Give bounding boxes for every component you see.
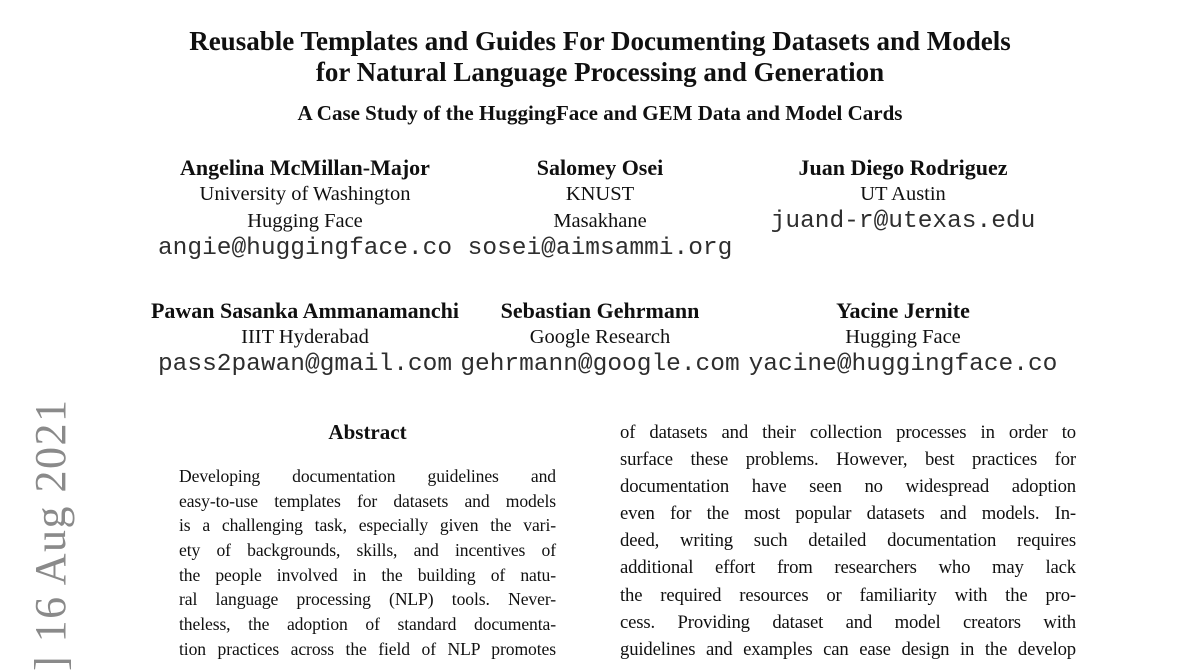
author-name: Salomey Osei: [400, 154, 800, 181]
author-name: Angelina McMillan-Major: [105, 154, 505, 181]
author-affiliation: Hugging Face: [703, 324, 1103, 351]
author-name: Sebastian Gehrmann: [400, 297, 800, 324]
author-email: yacine@huggingface.co: [703, 351, 1103, 378]
body-line: surface these problems. However, best practices for: [620, 446, 1076, 473]
body-line: documentation have seen no widespread adoption: [620, 473, 1076, 500]
body-line: the required resources or familiarity with the pro-: [620, 582, 1076, 609]
body-line: additional effort from researchers who may lack: [620, 554, 1076, 581]
abstract-heading: Abstract: [179, 420, 556, 445]
body-right-column: [620, 419, 1076, 663]
body-line: deed, writing such detailed documentation requires: [620, 527, 1076, 554]
abstract-line: ral language processing (NLP) tools. Never-: [179, 587, 556, 612]
body-line: guidelines and examples can ease design in the develop: [620, 636, 1076, 663]
author-affiliation: KNUST: [400, 181, 800, 208]
abstract-text: [179, 464, 556, 661]
body-line: cess. Providing dataset and model creators with: [620, 609, 1076, 636]
abstract-line: theless, the adoption of standard documenta-: [179, 612, 556, 637]
author-affiliation: Google Research: [400, 324, 800, 351]
author-affiliation: Masakhane: [400, 208, 800, 235]
abstract-line: tion practices across the field of NLP promotes: [179, 637, 556, 662]
author-affiliation: University of Washington: [105, 181, 505, 208]
author-affiliation: Hugging Face: [105, 208, 505, 235]
author-name: Juan Diego Rodriguez: [703, 154, 1103, 181]
paper-title-line1: Reusable Templates and Guides For Documenting Datasets and Models: [0, 26, 1200, 57]
paper-title-line2: for Natural Language Processing and Generation: [0, 57, 1200, 88]
author-block-rodriguez: [703, 154, 1103, 235]
author-email: pass2pawan@gmail.com: [105, 351, 505, 378]
abstract-line: is a challenging task, especially given the vari-: [179, 513, 556, 538]
author-block-jernite: [703, 297, 1103, 378]
author-affiliation: UT Austin: [703, 181, 1103, 208]
abstract-line: the people involved in the building of natu-: [179, 563, 556, 588]
author-email: sosei@aimsammi.org: [400, 235, 800, 262]
author-name: Pawan Sasanka Ammanamanchi: [105, 297, 505, 324]
author-email: angie@huggingface.co: [105, 235, 505, 262]
author-email: juand-r@utexas.edu: [703, 208, 1103, 235]
body-line: even for the most popular datasets and models. In-: [620, 500, 1076, 527]
abstract-line: ety of backgrounds, skills, and incentives of: [179, 538, 556, 563]
author-name: Yacine Jernite: [703, 297, 1103, 324]
abstract-line: Developing documentation guidelines and: [179, 464, 556, 489]
body-line: of datasets and their collection processes in order to: [620, 419, 1076, 446]
author-affiliation: IIIT Hyderabad: [105, 324, 505, 351]
arxiv-watermark: ] 16 Aug 2021: [28, 399, 74, 671]
paper-subtitle: A Case Study of the HuggingFace and GEM Data and Model Cards: [0, 101, 1200, 126]
abstract-line: easy-to-use templates for datasets and models: [179, 489, 556, 514]
author-email: gehrmann@google.com: [400, 351, 800, 378]
paper-title: [0, 26, 1200, 88]
